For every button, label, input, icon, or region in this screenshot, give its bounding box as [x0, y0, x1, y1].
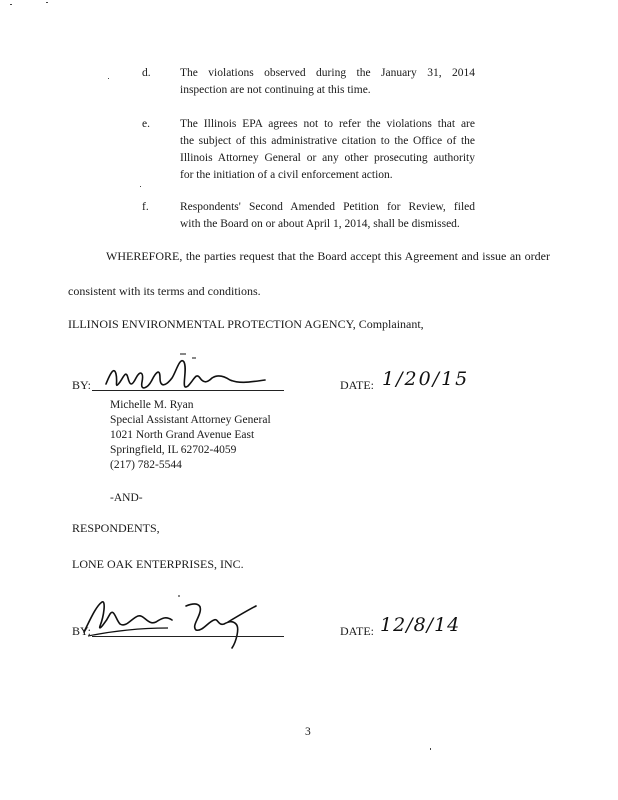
signer-name: Michelle M. Ryan [110, 399, 194, 411]
item-line: with the Board on or about April 1, 2014, shall be dismissed. [180, 218, 460, 230]
respondents-heading: RESPONDENTS, [72, 521, 160, 535]
item-line: Respondents' Second Amended Petition for Review, filed [180, 201, 475, 213]
scan-speck [140, 186, 141, 187]
page-number: 3 [305, 726, 311, 738]
signature-line-1 [92, 390, 284, 391]
item-line: Illinois Attorney General or any other prosecuting authority [180, 152, 475, 164]
wherefore-line-2: consistent with its terms and conditions. [68, 284, 261, 298]
scan-speck [10, 4, 12, 5]
signature-line-2 [92, 636, 284, 637]
signer-address-2: Springfield, IL 62702-4059 [110, 444, 237, 456]
scan-speck [430, 748, 431, 750]
date-label-2: DATE: [340, 624, 374, 638]
item-text-e [180, 116, 475, 184]
date-label-1: DATE: [340, 378, 374, 392]
item-line: inspection are not continuing at this time. [180, 84, 371, 96]
scan-speck [108, 78, 109, 79]
signer-phone: (217) 782-5544 [110, 459, 182, 471]
by-label-2: BY: [72, 624, 91, 638]
item-text-f [180, 199, 475, 233]
item-letter-e: e. [142, 118, 150, 130]
item-line: The Illinois EPA agrees not to refer the violations that are [180, 118, 475, 130]
signer-address-1: 1021 North Grand Avenue East [110, 429, 255, 441]
item-letter-d: d. [142, 67, 151, 79]
item-text-d [180, 65, 475, 99]
complainant-heading: ILLINOIS ENVIRONMENTAL PROTECTION AGENCY, Complainant, [68, 317, 424, 331]
signer-title: Special Assistant Attorney General [110, 414, 271, 426]
date-value-1: 1/20/15 [382, 368, 470, 390]
item-letter-f: f. [142, 201, 149, 213]
signature-respondent [78, 592, 268, 652]
item-line: the subject of this administrative citation to the Office of the [180, 135, 475, 147]
and-label: -AND- [110, 492, 143, 504]
item-line: for the initiation of a civil enforcement action. [180, 169, 393, 181]
company-name: LONE OAK ENTERPRISES, INC. [72, 557, 244, 571]
scan-speck [46, 2, 48, 3]
date-value-2: 12/8/14 [380, 614, 461, 636]
signature-ryan [100, 352, 275, 402]
item-line: The violations observed during the January 31, 2014 [180, 67, 475, 79]
wherefore-line-1: WHEREFORE, the parties request that the Board accept this Agreement and issue an order [106, 249, 550, 263]
by-label-1: BY: [72, 378, 91, 392]
